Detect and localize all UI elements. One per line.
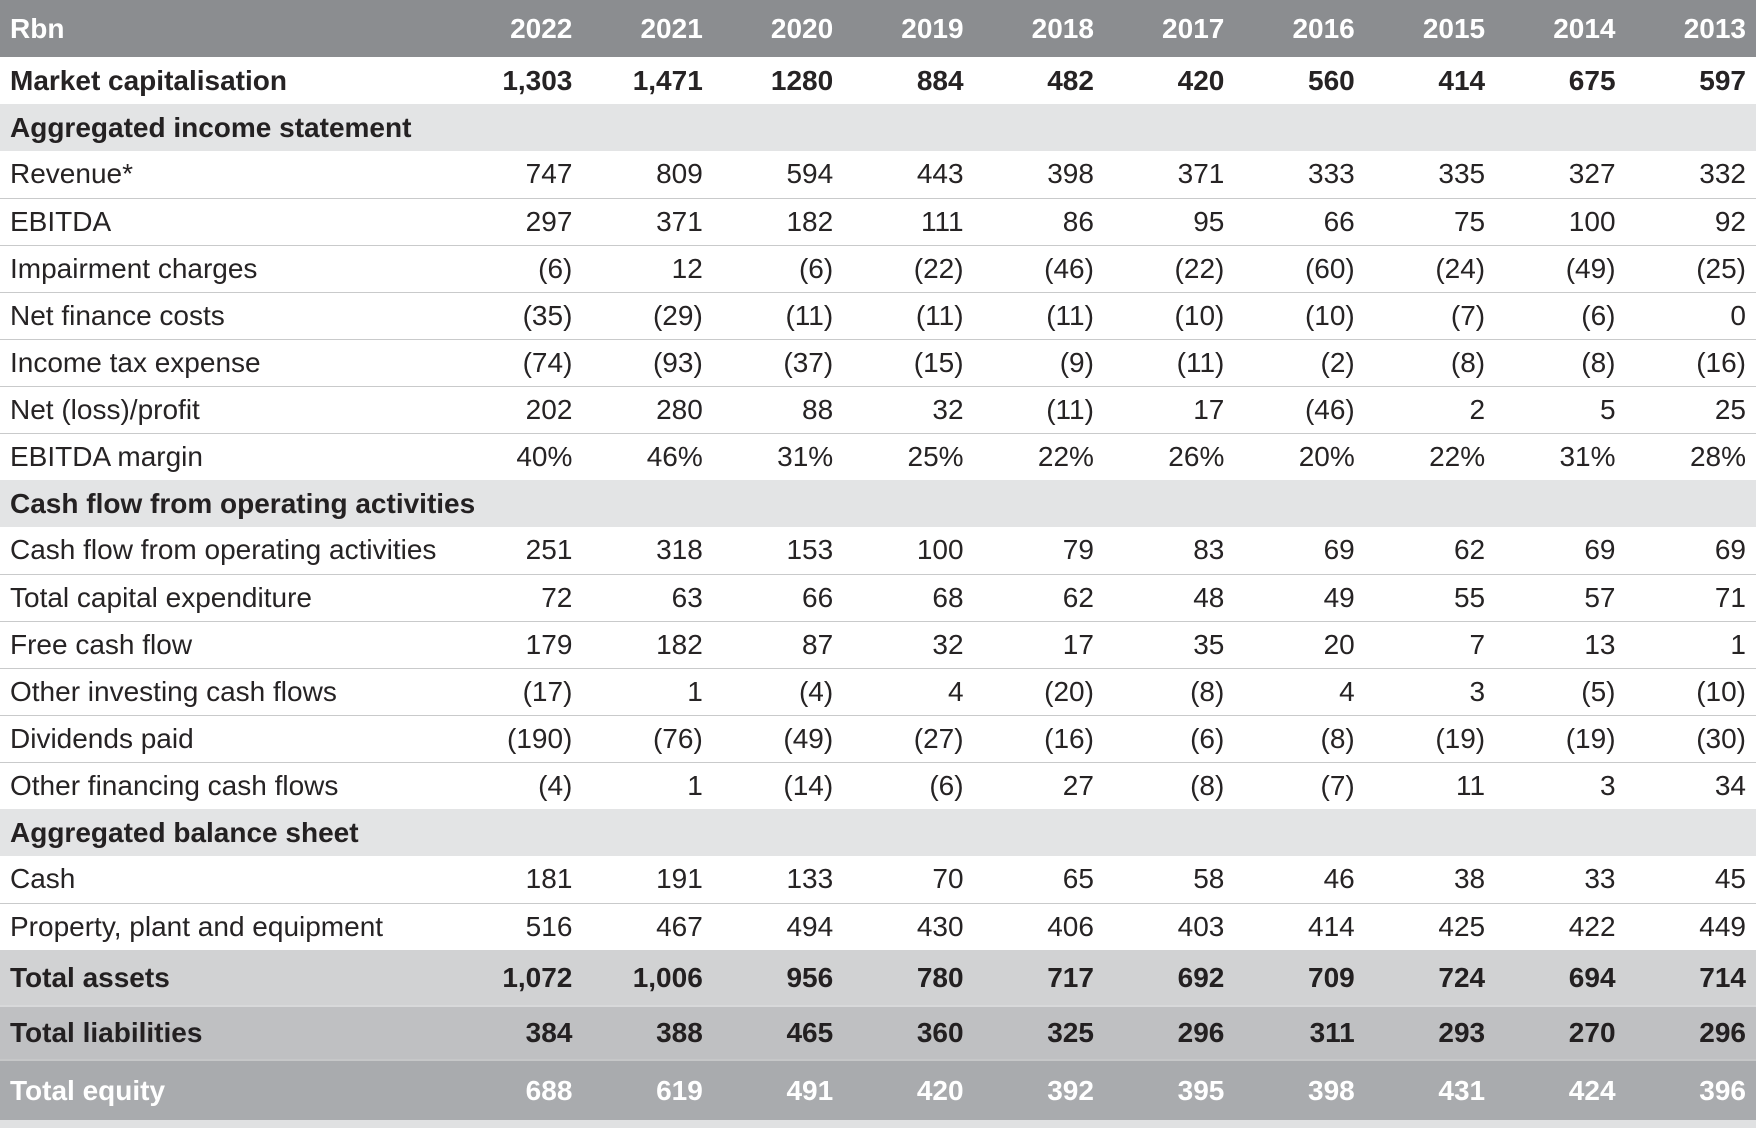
year-column-header: 2013 — [1683, 12, 1746, 44]
value-cell: (7) — [1365, 292, 1495, 339]
value-cell: (49) — [1495, 245, 1625, 292]
value-cell: 675 — [1568, 64, 1616, 96]
value-cell: 809 — [656, 158, 703, 190]
value-cell: (6) — [713, 245, 843, 292]
value-cell: (5) — [1495, 668, 1625, 715]
section-title: Aggregated balance sheet — [10, 816, 359, 848]
value-cell: 327 — [1568, 158, 1616, 190]
year-column-header: 2016 — [1292, 12, 1355, 44]
value-cell: (190) — [452, 715, 582, 762]
table-row-total-capital-expenditure — [0, 574, 1756, 621]
value-cell: (76) — [582, 715, 712, 762]
value-cell: 619 — [582, 1060, 712, 1120]
value-cell: 694 — [1568, 961, 1616, 993]
value-cell: 398 — [1234, 1060, 1364, 1120]
value-cell: 20% — [1234, 433, 1364, 480]
value-cell: 100 — [1495, 198, 1625, 245]
table-row-aggregated-balance-sheet — [0, 809, 1756, 856]
value-cell: (8) — [1495, 339, 1625, 386]
row-label: Cash — [10, 863, 76, 895]
row-label: Market capitalisation — [10, 64, 287, 96]
value-cell: 22% — [1365, 433, 1495, 480]
value-cell: (20) — [974, 668, 1104, 715]
value-cell: (37) — [713, 339, 843, 386]
value-cell: 692 — [1177, 961, 1225, 993]
value-cell: 95 — [1104, 198, 1234, 245]
table-row-dividends-paid — [0, 715, 1756, 762]
value-cell: 396 — [1626, 1060, 1756, 1120]
bottom-strip — [0, 1120, 1756, 1128]
value-cell: 293 — [1365, 1006, 1495, 1060]
table-header-row — [0, 0, 1756, 57]
value-cell: 49 — [1234, 574, 1364, 621]
value-cell: 83 — [1193, 534, 1225, 566]
table-row-revenue — [0, 151, 1756, 198]
value-cell: 40% — [452, 433, 582, 480]
value-cell: 191 — [656, 863, 703, 895]
value-cell: (11) — [974, 386, 1104, 433]
value-cell: 28% — [1626, 433, 1756, 480]
value-cell: 420 — [843, 1060, 973, 1120]
value-cell: 133 — [786, 863, 834, 895]
value-cell: 709 — [1308, 961, 1355, 993]
value-cell: (6) — [1104, 715, 1234, 762]
value-cell: 25 — [1626, 386, 1756, 433]
value-cell: 26% — [1104, 433, 1234, 480]
row-label: Free cash flow — [0, 621, 452, 668]
value-cell: 430 — [843, 903, 973, 950]
value-cell: 398 — [1047, 158, 1094, 190]
value-cell: (8) — [1365, 339, 1495, 386]
table-row-other-financing-cash-flows — [0, 762, 1756, 809]
value-cell: 70 — [932, 863, 964, 895]
value-cell: 371 — [582, 198, 712, 245]
value-cell: 181 — [525, 863, 573, 895]
value-cell: (10) — [1234, 292, 1364, 339]
value-cell: (11) — [974, 292, 1104, 339]
year-column-header: 2017 — [1162, 12, 1225, 44]
table-row-total-equity — [0, 1060, 1756, 1120]
row-label: Net finance costs — [0, 292, 452, 339]
value-cell: 717 — [1047, 961, 1094, 993]
value-cell: 65 — [1062, 863, 1094, 895]
value-cell: 202 — [452, 386, 582, 433]
value-cell: 111 — [843, 198, 973, 245]
value-cell: 688 — [452, 1060, 582, 1120]
value-cell: (4) — [452, 762, 582, 809]
table-row-cash-flow-from-operating-activities — [0, 527, 1756, 574]
table-row-net-finance-costs — [0, 292, 1756, 339]
value-cell: 384 — [452, 1006, 582, 1060]
value-cell: (29) — [582, 292, 712, 339]
value-cell: 31% — [713, 433, 843, 480]
value-cell: 311 — [1234, 1006, 1364, 1060]
row-label: Impairment charges — [0, 245, 452, 292]
unit-label: Rbn — [10, 12, 65, 44]
value-cell: 296 — [1104, 1006, 1234, 1060]
value-cell: 58 — [1193, 863, 1225, 895]
value-cell: 414 — [1438, 64, 1486, 96]
value-cell: 88 — [713, 386, 843, 433]
year-column-header: 2014 — [1553, 12, 1616, 44]
value-cell: 69 — [1323, 534, 1355, 566]
value-cell: 86 — [974, 198, 1104, 245]
value-cell: 956 — [786, 961, 834, 993]
value-cell: (30) — [1626, 715, 1756, 762]
value-cell: 884 — [916, 64, 964, 96]
value-cell: (25) — [1626, 245, 1756, 292]
value-cell: 420 — [1177, 64, 1225, 96]
value-cell: (8) — [1104, 762, 1234, 809]
value-cell: (9) — [974, 339, 1104, 386]
value-cell: 406 — [974, 903, 1104, 950]
table-row-aggregated-income-statement — [0, 104, 1756, 151]
value-cell: 1,471 — [632, 64, 703, 96]
value-cell: 1,303 — [502, 64, 573, 96]
value-cell: 443 — [916, 158, 964, 190]
value-cell: 1 — [582, 668, 712, 715]
value-cell: (19) — [1495, 715, 1625, 762]
value-cell: 66 — [1234, 198, 1364, 245]
value-cell: 597 — [1699, 64, 1746, 96]
value-cell: (22) — [843, 245, 973, 292]
value-cell: 72 — [452, 574, 582, 621]
value-cell: 17 — [974, 621, 1104, 668]
value-cell: 48 — [1104, 574, 1234, 621]
value-cell: (10) — [1104, 292, 1234, 339]
value-cell: 333 — [1308, 158, 1355, 190]
table-row-ebitda — [0, 198, 1756, 245]
value-cell: 32 — [843, 386, 973, 433]
value-cell: 714 — [1699, 961, 1746, 993]
value-cell: (35) — [452, 292, 582, 339]
value-cell: (27) — [843, 715, 973, 762]
value-cell: 332 — [1699, 158, 1746, 190]
value-cell: 403 — [1104, 903, 1234, 950]
row-label: Other investing cash flows — [0, 668, 452, 715]
value-cell: (2) — [1234, 339, 1364, 386]
row-label: Cash flow from operating activities — [10, 534, 437, 566]
value-cell: 296 — [1626, 1006, 1756, 1060]
value-cell: 92 — [1626, 198, 1756, 245]
year-column-header: 2021 — [640, 12, 703, 44]
row-label: Total capital expenditure — [0, 574, 452, 621]
value-cell: (7) — [1234, 762, 1364, 809]
row-label: Property, plant and equipment — [0, 903, 452, 950]
value-cell: 46% — [582, 433, 712, 480]
value-cell: 32 — [843, 621, 973, 668]
value-cell: (19) — [1365, 715, 1495, 762]
year-column-header: 2020 — [770, 12, 834, 44]
value-cell: 2 — [1365, 386, 1495, 433]
value-cell: 0 — [1626, 292, 1756, 339]
value-cell: 62 — [1453, 534, 1486, 566]
table-row-income-tax-expense — [0, 339, 1756, 386]
value-cell: 62 — [974, 574, 1104, 621]
value-cell: 424 — [1495, 1060, 1625, 1120]
value-cell: 75 — [1365, 198, 1495, 245]
value-cell: 55 — [1365, 574, 1495, 621]
value-cell: (8) — [1234, 715, 1364, 762]
value-cell: 13 — [1495, 621, 1625, 668]
value-cell: 297 — [452, 198, 582, 245]
value-cell: 182 — [713, 198, 843, 245]
table-row-cash — [0, 856, 1756, 903]
year-column-header: 2018 — [1031, 12, 1094, 44]
value-cell: 79 — [1062, 534, 1094, 566]
value-cell: 780 — [916, 961, 964, 993]
section-title: Cash flow from operating activities — [10, 487, 476, 519]
table-row-total-assets — [0, 950, 1756, 1006]
value-cell: (4) — [713, 668, 843, 715]
value-cell: 270 — [1495, 1006, 1625, 1060]
value-cell: 491 — [713, 1060, 843, 1120]
value-cell: 414 — [1234, 903, 1364, 950]
value-cell: 179 — [452, 621, 582, 668]
row-label: Net (loss)/profit — [0, 386, 452, 433]
value-cell: (11) — [1104, 339, 1234, 386]
value-cell: 69 — [1714, 534, 1746, 566]
value-cell: 5 — [1495, 386, 1625, 433]
table-row-property-plant-and-equipment — [0, 903, 1756, 950]
value-cell: 516 — [452, 903, 582, 950]
value-cell: 33 — [1584, 863, 1616, 895]
value-cell: 38 — [1453, 863, 1486, 895]
value-cell: 560 — [1308, 64, 1355, 96]
value-cell: (16) — [974, 715, 1104, 762]
value-cell: 1,072 — [502, 961, 573, 993]
value-cell: (24) — [1365, 245, 1495, 292]
row-label: Total assets — [10, 961, 170, 993]
table-row-cash-flow-from-operating-activities — [0, 480, 1756, 527]
value-cell: 31% — [1495, 433, 1625, 480]
value-cell: 360 — [843, 1006, 973, 1060]
value-cell: 467 — [582, 903, 712, 950]
value-cell: (6) — [452, 245, 582, 292]
year-column-header: 2015 — [1422, 12, 1486, 44]
value-cell: (49) — [713, 715, 843, 762]
value-cell: 482 — [1047, 64, 1094, 96]
row-label: Other financing cash flows — [0, 762, 452, 809]
value-cell: 1280 — [770, 64, 834, 96]
value-cell: 325 — [974, 1006, 1104, 1060]
row-label: Income tax expense — [0, 339, 452, 386]
value-cell: 4 — [843, 668, 973, 715]
table-row-net-loss-profit — [0, 386, 1756, 433]
value-cell: 422 — [1495, 903, 1625, 950]
value-cell: 494 — [713, 903, 843, 950]
value-cell: 35 — [1104, 621, 1234, 668]
value-cell: 25% — [843, 433, 973, 480]
value-cell: 153 — [786, 534, 834, 566]
value-cell: 465 — [713, 1006, 843, 1060]
value-cell: 449 — [1626, 903, 1756, 950]
value-cell: 57 — [1495, 574, 1625, 621]
value-cell: (46) — [974, 245, 1104, 292]
value-cell: (6) — [1495, 292, 1625, 339]
value-cell: 1 — [582, 762, 712, 809]
value-cell: 3 — [1365, 668, 1495, 715]
value-cell: 392 — [974, 1060, 1104, 1120]
value-cell: 318 — [656, 534, 703, 566]
value-cell: 395 — [1104, 1060, 1234, 1120]
value-cell: 747 — [525, 158, 573, 190]
value-cell: (17) — [452, 668, 582, 715]
table-row-market-capitalisation — [0, 57, 1756, 104]
value-cell: 34 — [1626, 762, 1756, 809]
value-cell: 388 — [582, 1006, 712, 1060]
table-row-ebitda-margin — [0, 433, 1756, 480]
value-cell: (11) — [713, 292, 843, 339]
value-cell: 46 — [1323, 863, 1355, 895]
value-cell: 425 — [1365, 903, 1495, 950]
value-cell: 17 — [1104, 386, 1234, 433]
row-label: Total equity — [0, 1060, 452, 1120]
year-column-header: 2019 — [901, 12, 964, 44]
row-label: Total liabilities — [0, 1006, 452, 1060]
value-cell: (14) — [713, 762, 843, 809]
value-cell: 87 — [713, 621, 843, 668]
value-cell: 69 — [1584, 534, 1616, 566]
value-cell: (60) — [1234, 245, 1364, 292]
value-cell: 27 — [974, 762, 1104, 809]
value-cell: 100 — [916, 534, 964, 566]
value-cell: 20 — [1234, 621, 1364, 668]
table-row-free-cash-flow — [0, 621, 1756, 668]
value-cell: 68 — [843, 574, 973, 621]
year-column-header: 2022 — [510, 12, 573, 44]
value-cell: (93) — [582, 339, 712, 386]
value-cell: 1,006 — [632, 961, 703, 993]
value-cell: 251 — [525, 534, 573, 566]
value-cell: 4 — [1234, 668, 1364, 715]
value-cell: 71 — [1626, 574, 1756, 621]
row-label: Dividends paid — [0, 715, 452, 762]
value-cell: (46) — [1234, 386, 1364, 433]
value-cell: (15) — [843, 339, 973, 386]
section-title: Aggregated income statement — [10, 111, 412, 143]
row-label: EBITDA margin — [0, 433, 452, 480]
value-cell: 45 — [1714, 863, 1746, 895]
value-cell: (8) — [1104, 668, 1234, 715]
value-cell: (10) — [1626, 668, 1756, 715]
value-cell: 371 — [1177, 158, 1225, 190]
value-cell: 182 — [582, 621, 712, 668]
value-cell: 1 — [1626, 621, 1756, 668]
value-cell: 63 — [582, 574, 712, 621]
value-cell: (6) — [843, 762, 973, 809]
value-cell: (22) — [1104, 245, 1234, 292]
row-label: EBITDA — [0, 198, 452, 245]
value-cell: 724 — [1438, 961, 1486, 993]
value-cell: 66 — [713, 574, 843, 621]
value-cell: 280 — [582, 386, 712, 433]
row-label: Revenue* — [10, 158, 133, 190]
value-cell: 12 — [582, 245, 712, 292]
value-cell: 22% — [974, 433, 1104, 480]
value-cell: 7 — [1365, 621, 1495, 668]
table-row-other-investing-cash-flows — [0, 668, 1756, 715]
value-cell: 431 — [1365, 1060, 1495, 1120]
value-cell: 3 — [1495, 762, 1625, 809]
value-cell: (11) — [843, 292, 973, 339]
value-cell: (74) — [452, 339, 582, 386]
table-row-impairment-charges — [0, 245, 1756, 292]
value-cell: 594 — [786, 158, 834, 190]
table-row-total-liabilities — [0, 1006, 1756, 1060]
value-cell: (16) — [1626, 339, 1756, 386]
value-cell: 11 — [1365, 762, 1495, 809]
value-cell: 335 — [1438, 158, 1486, 190]
